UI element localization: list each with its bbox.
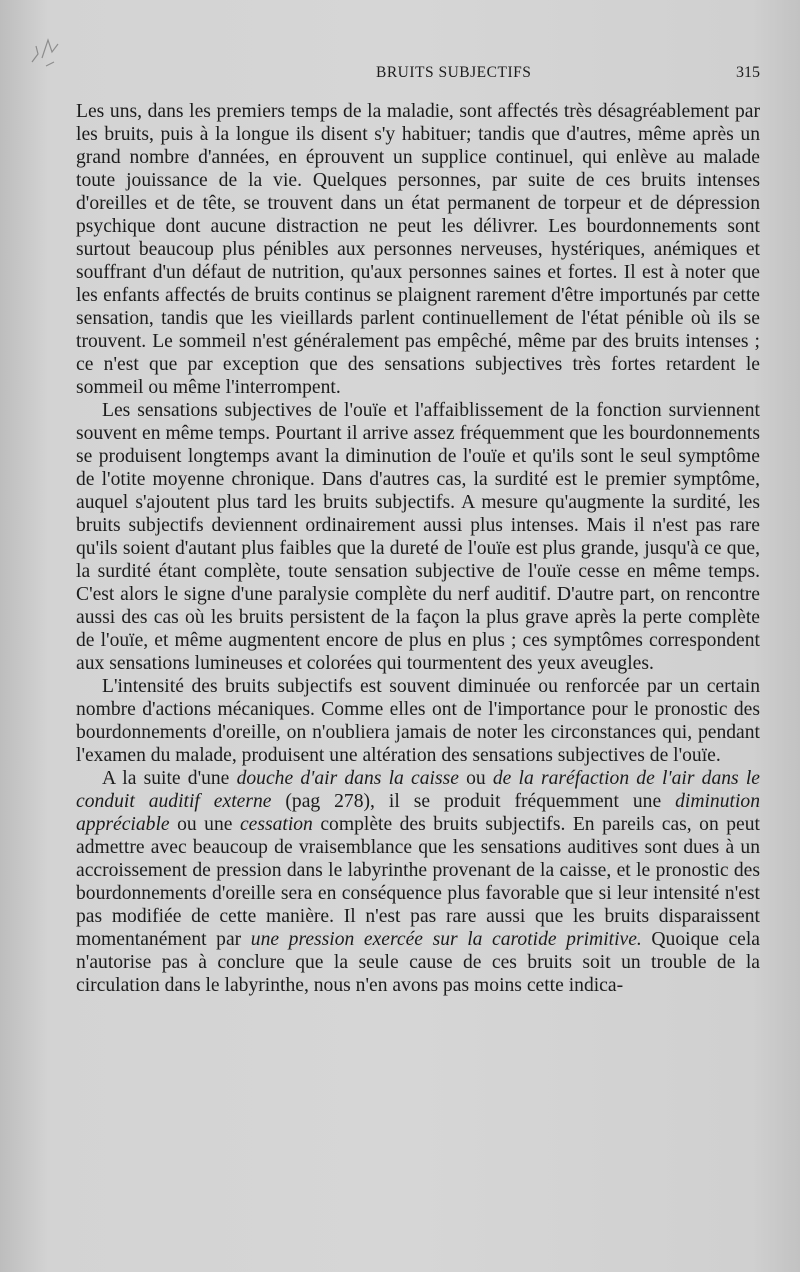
p4-text-5: complète des bruits subjectifs. En pareils cas, on peut admettre avec beaucoup de vraisemblance que les sensations auditives sont dues à un accroissement de pression dans le labyrinthe provenant de la caisse, et le pronostic des bourdonnements d'oreille sera en conséquence plus favorable que si leur intensité n'est pas modifiée de cette manière. Il n'est pas rare aussi que les bruits disparaissent momentanément par	[76, 814, 760, 950]
paragraph-4	[76, 767, 760, 997]
page-header	[60, 64, 770, 88]
p4-text-3: (pag 278), il se produit fréquemment une	[271, 791, 676, 812]
p4-italic-2: de la raréfaction de l'air dans le conduit auditif externe	[76, 768, 761, 812]
p4-italic-5: une pression exercée sur la carotide primitive.	[250, 929, 642, 950]
running-title: BRUITS SUBJECTIFS	[376, 64, 532, 81]
p4-text-6: Quoique cela n'autorise pas à conclure que la seule cause de ces bruits soit un trouble de la circulation dans le labyrinthe, nous n'en avons pas moins cette indica-	[76, 929, 761, 996]
p4-text-2: ou	[458, 768, 493, 789]
p4-italic-1: douche d'air dans la caisse	[236, 768, 459, 789]
page-text	[76, 100, 760, 997]
paragraph-2: Les sensations subjectives de l'ouïe et l'affaiblissement de la fonction surviennent souvent en même temps. Pourtant il arrive assez fréquemment que les bourdonnements se produisent longtemps avant la diminution de l'ouïe et qu'ils sont le seul symptôme de l'otite moyenne chronique. Dans d'autres cas, la surdité est le premier symptôme, auquel s'ajoutent plus tard les bruits subjectifs. A mesure qu'augmente la surdité, les bruits subjectifs deviennent ordinairement aussi plus intenses. Mais il n'est pas rare qu'ils soient d'autant plus faibles que la dureté de l'ouïe est plus grande, jusqu'à ce que, la surdité étant complète, toute sensation subjective de l'ouïe cesse en même temps. C'est alors le signe d'une paralysie complète du nerf auditif. D'autre part, on rencontre aussi des cas où les bruits persistent de la façon la plus grave après la perte complète de l'ouïe, et même augmentent encore de plus en plus ; ces symptômes correspondent aux sensations lumineuses et colorées qui tourmentent des yeux aveugles.	[76, 400, 760, 674]
p4-text-4: ou une	[169, 814, 240, 835]
p4-italic-3: diminution appréciable	[76, 791, 760, 835]
p4-text-1: A la suite d'une	[102, 768, 237, 789]
page-number: 315	[736, 64, 760, 81]
paragraph-3: L'intensité des bruits subjectifs est souvent diminuée ou renforcée par un certain nombre d'actions mécaniques. Comme elles ont de l'importance pour le pronostic des bourdonnements d'oreille, on n'oubliera jamais de noter les circonstances qui, pendant l'examen du malade, produisent une altération des sensations subjectives de l'ouïe.	[76, 676, 760, 766]
paragraph-1: Les uns, dans les premiers temps de la maladie, sont affectés très désagréablement par les bruits, puis à la longue ils disent s'y habituer; tandis que d'autres, même après un grand nombre d'années, en éprouvent un supplice continuel, qui enlève au malade toute jouissance de la vie. Quelques personnes, par suite de ces bruits intenses d'oreilles et de tête, se trouvent dans un état permanent de torpeur et de dépression psychique dont aucune distraction ne peut les délivrer. Les bourdonnements sont surtout beaucoup plus pénibles aux personnes nerveuses, hystériques, anémiques et souffrant d'un défaut de nutrition, qu'aux personnes saines et fortes. Il est à noter que les enfants affectés de bruits continus se plaignent rarement d'être importunés par cette sensation, tandis que les vieillards parlent continuellement de l'état pénible où ils se trouvent. Le sommeil n'est généralement pas empêché, même par des bruits intenses ; ce n'est que par exception que des sensations subjectives très fortes retardent le sommeil ou même l'interrompent.	[76, 101, 760, 398]
p4-italic-4: cessation	[239, 814, 313, 835]
